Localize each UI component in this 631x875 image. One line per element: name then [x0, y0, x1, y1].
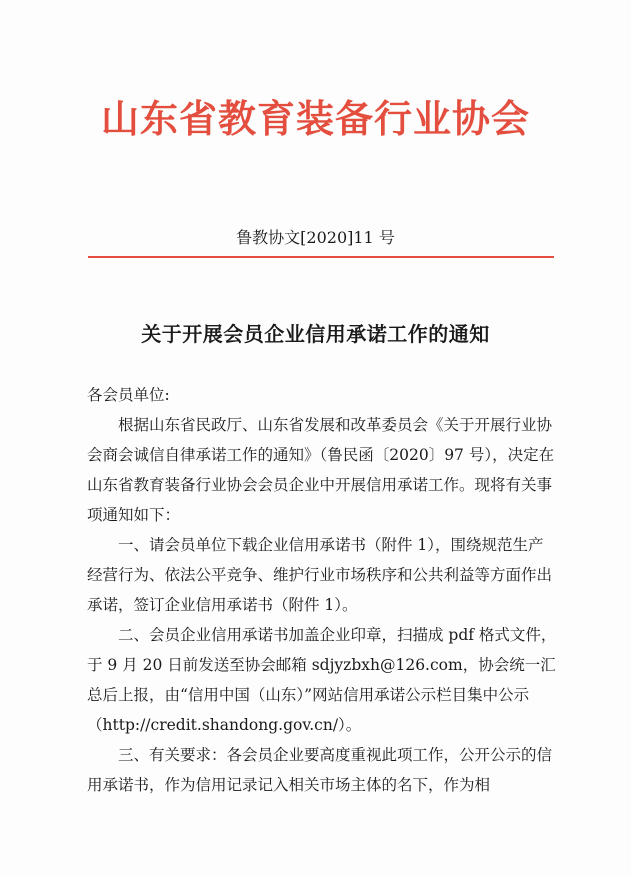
document-title: 关于开展会员企业信用承诺工作的通知	[141, 322, 490, 346]
org-masthead: 山东省教育装备行业协会	[100, 97, 530, 141]
paragraph-item-3: 三、有关要求：各会员企业要高度重视此项工作，公开公示的信用承诺书，作为信用记录记入相关市场主体的名下，作为相	[87, 746, 553, 794]
salutation: 各会员单位:	[87, 386, 170, 404]
red-divider	[88, 256, 554, 258]
paragraph-item-2: 二、会员企业信用承诺书加盖企业印章，扫描成 pdf 格式文件，于 9 月 20 日前发送至协会邮箱 sdjyzbxh@126.com，协会统一汇总后上报，由“信用中国（山东）”网站信用承诺公示栏目集中公示（http://credit.shandong.gov.cn/）。	[87, 626, 557, 734]
document-number: 鲁教协文[2020]11 号	[236, 228, 395, 247]
paragraph-intro: 根据山东省民政厅、山东省发展和改革委员会《关于开展行业协会商会诚信自律承诺工作的通知》（鲁民函〔2020〕97 号），决定在山东省教育装备行业协会会员企业中开展信用承诺工作。现将有关事项通知如下：	[87, 416, 555, 524]
paragraph-item-1: 一、请会员单位下载企业信用承诺书（附件 1），围绕规范生产经营行为、依法公平竞争、维护行业市场秩序和公共利益等方面作出承诺，签订企业信用承诺书（附件 1）。	[87, 536, 553, 614]
document-body	[87, 380, 557, 800]
